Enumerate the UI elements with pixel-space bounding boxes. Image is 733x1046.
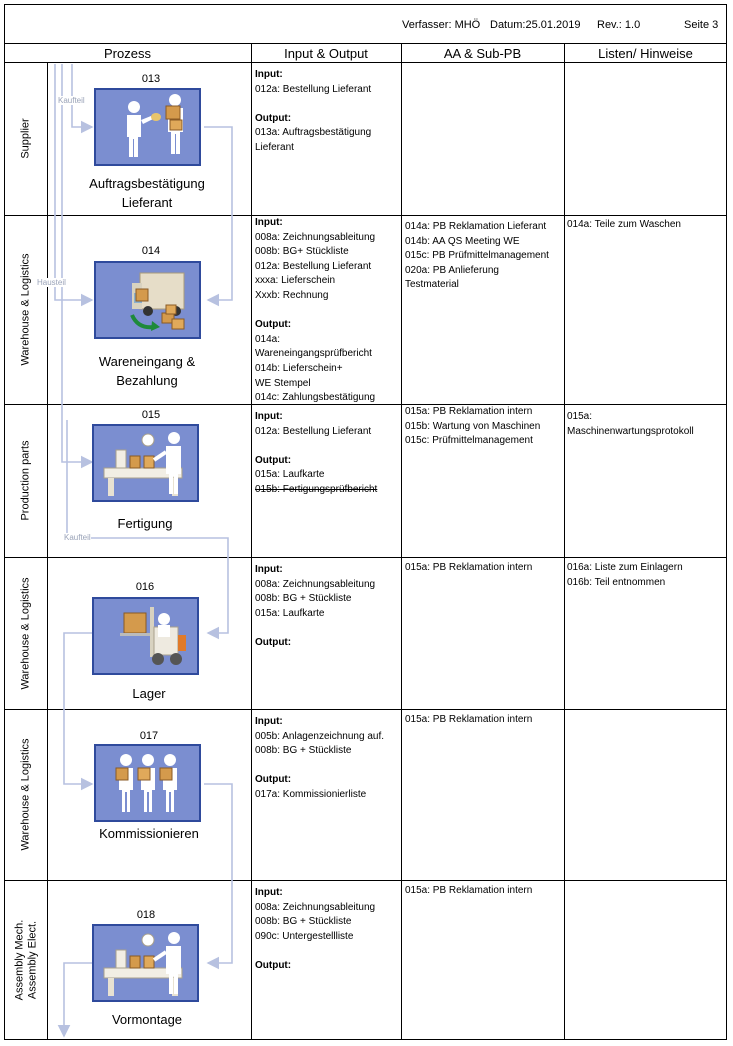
process-number: 014	[141, 245, 161, 257]
listen-cell	[567, 218, 681, 233]
process-number: 015	[141, 409, 161, 421]
io-cell	[255, 410, 377, 498]
process-name-line1: Auftragsbestätigung	[89, 176, 205, 191]
flow-line-014-015	[62, 64, 92, 462]
input-item: 015a: Laufkarte	[255, 607, 325, 619]
io-cell	[255, 563, 375, 651]
aa-item: 015a: PB Reklamation intern	[405, 714, 533, 725]
flow-line-017-018	[204, 784, 232, 963]
listen-item: 016a: Liste zum Einlagern	[567, 562, 683, 573]
process-name	[57, 1010, 237, 1029]
input-item: 008b: BG + Stückliste	[255, 593, 352, 605]
listen-item: 015a:	[567, 411, 593, 422]
input-item: 005b: Anlagenzeichnung auf.	[255, 730, 384, 742]
lane-label-assembly-mech: Assembly Mech.	[13, 919, 26, 1001]
process-box-018[interactable]	[92, 924, 199, 1002]
output-label: Output:	[255, 112, 292, 124]
revision-label: Rev.: 1.0	[597, 19, 641, 31]
process-box-016[interactable]	[92, 597, 199, 675]
process-number: 017	[139, 730, 159, 742]
output-item-struck: 015b: Fertigungsprüfbericht	[255, 483, 378, 495]
aa-cell	[405, 405, 540, 449]
input-label: Input:	[255, 217, 283, 228]
aa-item: Testmaterial	[405, 279, 459, 291]
column-header-prozess: Prozess	[104, 46, 151, 61]
page-number: Seite 3	[684, 19, 719, 31]
listen-cell	[567, 561, 683, 590]
process-name	[57, 352, 237, 390]
date-label: Datum:25.01.2019	[490, 19, 581, 31]
output-label: Output:	[255, 959, 292, 971]
aa-item: 015a: PB Reklamation intern	[405, 885, 533, 896]
input-label: Input:	[255, 887, 283, 898]
aa-item: 015a: PB Reklamation intern	[405, 406, 533, 417]
column-header-aa-sub-pb: AA & Sub-PB	[443, 46, 522, 61]
aa-item: 015c: PB Prüfmittelmanagement	[405, 250, 549, 262]
flow-line-013-014	[204, 127, 232, 300]
input-item: 008a: Zeichnungsableitung	[255, 578, 376, 590]
io-cell	[255, 886, 375, 974]
output-item: Lieferant	[255, 141, 294, 153]
process-name-line1: Kommissionieren	[99, 826, 199, 841]
output-item: 017a: Kommissionierliste	[255, 788, 367, 800]
flow-label-kaufteil: Kaufteil	[58, 96, 85, 105]
input-item: 008b: BG+ Stückliste	[255, 246, 349, 258]
output-label: Output:	[255, 636, 292, 648]
handover-icon	[96, 90, 199, 164]
aa-item: 015c: Prüfmittelmanagement	[405, 435, 533, 447]
input-label: Input:	[255, 411, 283, 422]
io-cell	[255, 216, 375, 406]
input-item: 008b: BG + Stückliste	[255, 916, 352, 928]
assembly-worker-icon	[94, 426, 197, 500]
process-name	[59, 824, 239, 843]
column-header-input-output: Input & Output	[284, 46, 368, 61]
process-name-line2: Bezahlung	[116, 373, 178, 388]
lane-label-assembly-elect: Assembly Elect.	[26, 920, 39, 1000]
process-number: 018	[136, 909, 156, 921]
aa-cell	[405, 884, 532, 899]
lane-label-production-parts: Production parts	[19, 440, 32, 521]
listen-cell	[567, 410, 694, 439]
aa-item: 020a: PB Anlieferung	[405, 264, 499, 276]
input-item: xxxa: Lieferschein	[255, 275, 336, 287]
process-name	[59, 684, 239, 703]
process-name-line1: Wareneingang &	[98, 354, 196, 369]
io-cell	[255, 715, 384, 803]
input-item: 090c: Untergestellliste	[255, 930, 354, 942]
output-item: Wareneingangsprüfbericht	[255, 348, 372, 360]
output-item: 013a: Auftragsbestätigung	[255, 127, 372, 139]
forklift-icon	[94, 599, 197, 673]
output-item: WE Stempel	[255, 377, 311, 389]
process-name-line2: Lieferant	[121, 195, 173, 210]
process-name	[57, 174, 237, 212]
listen-item: Maschinenwartungsprotokoll	[567, 425, 694, 437]
people-carrying-boxes-icon	[96, 746, 199, 820]
input-item: 012a: Bestellung Lieferant	[255, 425, 372, 437]
process-name	[55, 514, 235, 533]
process-number: 016	[135, 581, 155, 593]
output-item: 014a:	[255, 333, 281, 345]
output-item: 014b: Lieferschein+	[255, 362, 343, 374]
flow-line-016-017	[64, 633, 92, 784]
lane-label-warehouse-logistics: Warehouse & Logistics	[19, 576, 32, 690]
aa-cell	[405, 220, 549, 293]
output-label: Output:	[255, 454, 292, 466]
input-item: 008a: Zeichnungsableitung	[255, 231, 376, 243]
lane-label-warehouse-logistics: Warehouse & Logistics	[19, 738, 32, 851]
process-box-013[interactable]	[94, 88, 201, 166]
input-label: Input:	[255, 564, 283, 575]
output-label: Output:	[255, 774, 292, 786]
assembly-worker-icon	[94, 926, 197, 1000]
process-box-015[interactable]	[92, 424, 199, 502]
aa-item: 015b: Wartung von Maschinen	[405, 420, 541, 432]
input-item: 012a: Bestellung Lieferant	[255, 83, 372, 95]
output-item: 015a: Laufkarte	[255, 469, 325, 481]
process-name-line1: Vormontage	[111, 1012, 183, 1027]
input-item: 008a: Zeichnungsableitung	[255, 901, 376, 913]
listen-item: 016b: Teil entnommen	[567, 576, 666, 588]
flow-label-hausteil: Hausteil	[37, 278, 66, 287]
lane-label-warehouse-logistics: Warehouse & Logistics	[19, 253, 32, 366]
aa-cell	[405, 713, 532, 728]
column-header-listen: Listen/ Hinweise	[598, 46, 693, 61]
input-label: Input:	[255, 69, 283, 80]
process-name-line1: Fertigung	[117, 516, 173, 531]
io-cell	[255, 68, 371, 156]
author-label: Verfasser: MHÖ	[402, 19, 481, 31]
output-item: 014c: Zahlungsbestätigung	[255, 392, 376, 404]
aa-cell	[405, 561, 532, 576]
input-item: 012a: Bestellung Lieferant	[255, 260, 372, 272]
input-item: Xxxb: Rechnung	[255, 289, 329, 301]
process-number: 013	[141, 73, 161, 85]
aa-item: 014a: PB Reklamation Lieferant	[405, 221, 547, 232]
listen-item: 014a: Teile zum Waschen	[567, 219, 681, 230]
flow-label-kaufteil: Kaufteil	[64, 533, 91, 542]
aa-item: 015a: PB Reklamation intern	[405, 562, 533, 573]
output-label: Output:	[255, 319, 292, 331]
input-item: 008b: BG + Stückliste	[255, 745, 352, 757]
process-name-line1: Lager	[132, 686, 166, 701]
process-box-017[interactable]	[94, 744, 201, 822]
input-label: Input:	[255, 716, 283, 727]
aa-item: 014b: AA QS Meeting WE	[405, 235, 520, 247]
lane-label-supplier: Supplier	[19, 118, 32, 159]
process-box-014[interactable]	[94, 261, 201, 339]
delivery-truck-icon	[96, 263, 199, 337]
